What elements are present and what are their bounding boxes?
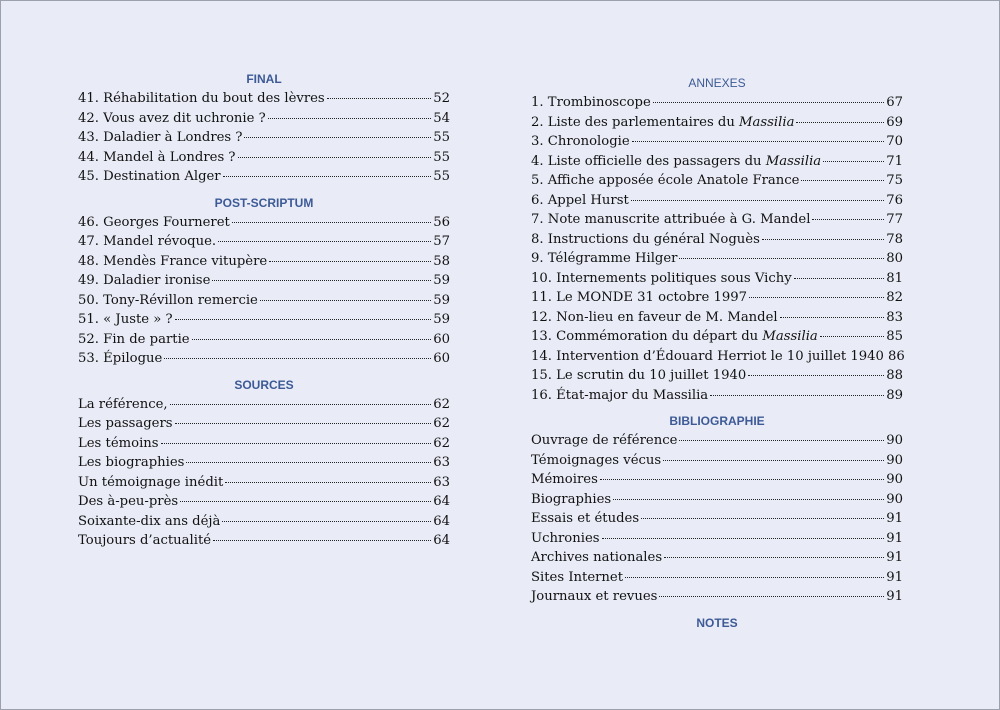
toc-entry-page: 60 [433,351,450,366]
dot-leader [260,300,431,301]
toc-entry-page: 83 [886,309,903,325]
toc-entry [531,433,903,453]
toc-entry-page: 59 [433,292,450,308]
dot-leader [625,577,884,578]
toc-entry-page: 70 [886,134,903,149]
dot-leader [823,161,884,162]
toc-entry-label: 3. Chronologie [531,134,630,149]
toc-entry [78,494,450,514]
toc-entry [78,416,450,436]
toc-entry-page: 63 [433,455,450,470]
toc-entry-page: 64 [433,513,450,529]
toc-entry [531,511,903,531]
toc-entry [531,212,903,232]
toc-entry [531,95,903,115]
toc-entry-page: 88 [886,368,903,383]
bibliography-heading: BIBLIOGRAPHIE [669,414,765,428]
toc-entry-page: 71 [886,153,903,169]
toc-entry [78,150,450,170]
toc-entry [531,550,903,570]
toc-entry-page: 91 [886,589,903,604]
dot-leader [632,141,885,142]
dot-leader [180,501,431,502]
toc-entry [78,332,450,352]
toc-entry-label: Uchronies [531,530,600,546]
toc-entry-label: 16. État-major du Massilia [531,387,709,403]
dot-leader [801,180,884,181]
toc-entry-label: 6. Appel Hurst [531,192,629,208]
dot-leader [748,375,884,376]
toc-entry-label: Journaux et revues [531,589,658,604]
dot-leader [653,102,884,103]
dot-leader [213,540,431,541]
annexes-heading: ANNEXES [688,76,746,90]
dot-leader [812,219,884,220]
toc-entry-label: Archives nationales [531,550,663,565]
toc-entry [531,368,903,388]
toc-entry-page: 55 [433,130,450,145]
toc-entry-label: 7. Note manuscrite attribuée à G. Mandel [531,212,811,227]
toc-entry-page: 75 [886,173,903,188]
toc-entry [531,388,903,408]
toc-entry [531,589,903,609]
toc-entry-page: 62 [433,435,450,451]
toc-entry-page: 77 [886,212,903,227]
section-heading: SOURCES [234,377,294,392]
toc-entry [531,472,903,492]
dot-leader [225,482,431,483]
dot-leader [762,239,884,240]
dot-leader [641,518,884,519]
toc-entry-label: 42. Vous avez dit uchronie ? [78,110,266,126]
dot-leader [327,98,432,99]
toc-entry-label: 41. Réhabilitation du bout des lèvres [78,91,325,106]
toc-entry-label: La référence, [78,396,168,412]
toc-entry-page: 55 [433,149,450,165]
toc-entry-label: 9. Télégramme Hilger [531,251,678,266]
toc-entry [531,115,903,135]
toc-entry [531,251,903,271]
toc-entry-page: 90 [886,491,903,507]
dot-leader [218,241,431,242]
bibliography-list [531,433,903,609]
dot-leader [631,200,884,201]
toc-entry [78,397,450,417]
toc-entry-label: 52. Fin de partie [78,331,190,347]
toc-entry-label: 15. Le scrutin du 10 juillet 1940 [531,368,747,383]
dot-leader [170,404,432,405]
toc-entry-page: 62 [433,416,450,431]
toc-entry-page: 58 [433,253,450,269]
toc-entry-label: 10. Internements politiques sous Vichy [531,270,792,286]
toc-entry-label: 4. Liste officielle des passagers du Massilia [531,153,822,169]
dot-leader [244,137,431,138]
toc-entry-label: 45. Destination Alger [78,169,221,184]
toc-entry-page: 62 [433,396,450,412]
dot-leader [164,358,431,359]
toc-entry [531,154,903,174]
toc-entry-page: 52 [433,91,450,106]
dot-leader [613,499,884,500]
toc-entry-label: 44. Mandel à Londres ? [78,149,236,165]
dot-leader [175,423,432,424]
toc-entry-page: 85 [886,329,903,344]
toc-entry-label: 12. Non-lieu en faveur de M. Mandel [531,309,778,325]
toc-entry-page: 69 [886,114,903,130]
dot-leader [602,538,885,539]
dot-leader [223,176,432,177]
toc-entry-page: 90 [886,472,903,487]
toc-entry [531,570,903,590]
toc-entry-label: 5. Affiche apposée école Anatole France [531,173,800,188]
dot-leader [175,319,432,320]
toc-entry-label: 11. Le MONDE 31 octobre 1997 [531,290,748,305]
toc-entry-page: 81 [886,270,903,286]
toc-entry-page: 90 [886,433,903,448]
toc-entry-page: 90 [886,452,903,468]
toc-entry-label: Biographies [531,491,612,507]
toc-entry [78,130,450,150]
dot-leader [186,462,431,463]
toc-entry-label: 47. Mandel révoque. [78,234,217,249]
toc-entry [78,351,450,371]
toc-entry-page: 57 [433,234,450,249]
toc-entry-label: Un témoignage inédit [78,474,224,490]
dot-leader [659,596,884,597]
toc-entry [78,273,450,293]
toc-entry-page: 56 [433,214,450,230]
toc-entry-page: 54 [433,110,450,126]
toc-entry [531,349,903,369]
toc-entry-label: 53. Épilogue [78,351,163,366]
toc-entry-page: 86 [887,348,905,364]
toc-entry [531,134,903,154]
toc-entry [78,475,450,495]
toc-entry [78,514,450,534]
dot-leader [820,336,884,337]
toc-entry-page: 80 [886,251,903,266]
toc-entry-label: Témoignages vécus [531,452,662,468]
annexes-list [531,95,903,407]
dot-leader [679,440,884,441]
toc-entry [78,436,450,456]
toc-entry-label: Des à-peu-près [78,494,179,509]
toc-entry-label: Soixante-dix ans déjà [78,513,221,529]
toc-entry [531,193,903,213]
toc-entry [531,329,903,349]
toc-entry-page: 67 [886,95,903,110]
toc-entry [531,173,903,193]
toc-entry [78,455,450,475]
toc-entry [531,271,903,291]
dot-leader [222,521,431,522]
toc-entry-label: 1. Trombinoscope [531,95,651,110]
toc-entry-label: 14. Intervention d’Édouard Herriot le 10 juillet 1940 [531,348,884,364]
toc-entry [78,312,450,332]
toc-entry-page: 76 [886,192,903,208]
dot-leader [710,395,884,396]
section-heading: POST-SCRIPTUM [214,195,314,210]
toc-entry-label: 48. Mendès France vitupère [78,253,268,269]
section-heading: FINAL [246,72,282,86]
toc-entry [78,111,450,131]
toc-entry-page: 59 [433,312,450,327]
toc-entry-page: 60 [433,331,450,347]
dot-leader [232,222,431,223]
toc-entry-page: 64 [433,494,450,509]
toc-entry-label: 46. Georges Fourneret [78,214,230,230]
dot-leader [212,280,431,281]
toc-entry [78,169,450,189]
dot-leader [664,557,884,558]
dot-leader [749,297,884,298]
toc-entry-label: 51. « Juste » ? [78,312,173,327]
dot-leader [269,261,431,262]
toc-entry-page: 59 [433,273,450,288]
toc-entry-label: Toujours d’actualité [78,533,212,548]
toc-entry-page: 82 [886,290,903,305]
toc-entry-label: 2. Liste des parlementaires du Massilia [531,114,795,130]
toc-entry-label: Essais et études [531,511,640,526]
toc-entry-label: Mémoires [531,472,598,487]
toc-entry [78,215,450,235]
toc-entry-label: Les passagers [78,416,173,431]
toc-entry [78,91,450,111]
toc-entry [78,533,450,553]
toc-entry-page: 91 [886,530,903,546]
toc-entry-page: 55 [433,169,450,184]
toc-entry-label: Ouvrage de référence [531,433,678,448]
notes-heading: NOTES [696,615,738,630]
toc-entry-page: 91 [886,550,903,565]
toc-entry [531,531,903,551]
dot-leader [192,339,432,340]
toc-entry [78,293,450,313]
toc-entry [531,310,903,330]
dot-leader [663,460,884,461]
toc-entry-page: 64 [433,533,450,548]
toc-entry [531,453,903,473]
toc-entry-page: 91 [886,511,903,526]
dot-leader [268,118,432,119]
toc-entry [531,232,903,252]
dot-leader [600,479,884,480]
toc-entry [531,492,903,512]
toc-entry-label: 43. Daladier à Londres ? [78,130,243,145]
dot-leader [238,157,432,158]
toc-entry-page: 63 [433,474,450,490]
dot-leader [679,258,884,259]
toc-entry [78,234,450,254]
dot-leader [794,278,885,279]
toc-entry-page: 89 [886,387,903,403]
right-column [531,73,903,635]
toc-entry-label: Sites Internet [531,569,624,585]
dot-leader [161,443,432,444]
left-column [78,69,450,553]
toc-entry-label: Les témoins [78,435,159,451]
toc-entry-label: 8. Instructions du général Noguès [531,231,760,247]
toc-entry-page: 91 [886,569,903,585]
toc-entry [78,254,450,274]
toc-entry-label: 13. Commémoration du départ du Massilia [531,329,818,344]
dot-leader [796,122,884,123]
toc-entry-label: 49. Daladier ironise [78,273,211,288]
dot-leader [780,317,885,318]
toc-entry-label: Les biographies [78,455,185,470]
toc-entry-label: 50. Tony-Révillon remercie [78,292,258,308]
toc-entry [531,290,903,310]
toc-entry-page: 78 [886,231,903,247]
